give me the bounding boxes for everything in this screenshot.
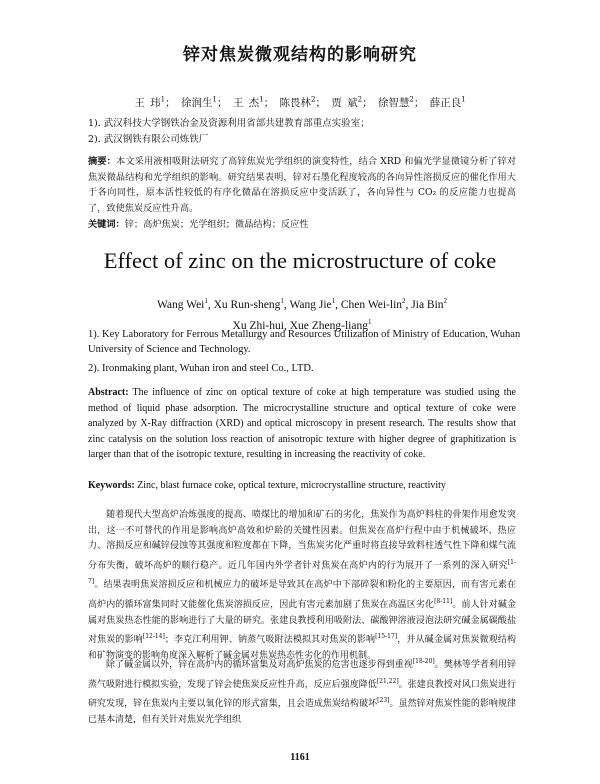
english-affiliation-2: 2). Ironmaking plant, Wuhan iron and steel Co., LTD. [88, 363, 314, 374]
author-name: 陈畏林 [279, 97, 311, 109]
author-name: 王 杰 [232, 97, 260, 109]
citation-marker: [8-11] [434, 597, 453, 605]
chinese-keywords-label: 关键词： [88, 219, 125, 230]
english-abstract-text: The influence of zinc on optical texture of coke at high temperature was studied using the method of liquid phase adsorption. The microcrystalline structure and optical texture of coke were analyzed by X-Ray diffraction (XRD) and optical microscopy in present research. The results show that zinc catalysis on the solution loss reaction of anisotropic texture with higher degree of graphitization is larger than that of the isotropic texture, resulting in increasing the reactivity of coke. [88, 387, 516, 461]
author-affiliation-marker: 1 [204, 297, 208, 305]
chinese-abstract [88, 154, 516, 216]
author-name: Wang Jie [289, 298, 332, 311]
english-abstract [88, 385, 516, 463]
chinese-author-list: 王 玮$^1$； 徐润生$^1$； 王 杰$^1$； 陈畏林$^2$； 贾 斌$^2$； 徐智慧$^2$； 薛正良$^1$ [134, 95, 466, 109]
author-name: Xu Zhi-hui [232, 319, 284, 332]
body-text-run: 。结果表明焦炭溶损反应和机械应力的破坏是导致其在高炉中下部碎裂和粉化的主要原因，而有害元素在高炉内的循环富集同时又能催化焦炭溶损反应，因此有害元素加剧了焦炭在高温区劣化 [88, 580, 516, 610]
english-title: Effect of zinc on the microstructure of coke [103, 248, 497, 273]
english-authors-line-1: Wang Wei$^1$, Xu Run-sheng$^1$, Wang Jie$^1$, Chen Wei-lin$^2$, Jia Bin$^2$ [156, 297, 448, 311]
author-affiliation-marker: 1 [259, 95, 264, 104]
body-text-run: 。樊林等学者利用锌蒸气吸附进行模拟实验，发现了锌会使焦炭反应性升高，反应后强度降低 [88, 660, 516, 690]
english-affiliation-1: 1). Key Laboratory for Ferrous Metallurgy and Resources Utilization of Ministry of Education, Wuhan University of Science and Technology. [88, 329, 521, 355]
english-keywords [88, 480, 528, 491]
author-affiliation-marker: 1 [212, 95, 217, 104]
author-name: 徐润生 [180, 97, 213, 109]
body-text-run: ，并从碱金属对焦炭微观结构和矿物演变的影响角度深入解析了碱金属对焦炭热态性劣化的作用机制。 [88, 635, 516, 661]
body-text-run: 。前人针对碱金属对焦炭热态性能的影响进行了大量的研究。张建良教授利用吸附法、碳酸钾溶液浸泡法研究碱金属碳酸盐对焦炭的影响 [88, 599, 516, 646]
chinese-abstract-label: 摘要： [88, 156, 116, 167]
author-affiliation-marker: 2 [310, 95, 316, 104]
author-name: Jia Bin [411, 298, 444, 311]
chinese-keywords [88, 216, 516, 230]
citation-marker: [23] [377, 697, 390, 705]
author-affiliation-marker: 1 [367, 317, 372, 326]
english-keywords-label: Keywords: [88, 480, 135, 491]
citation-marker: [15-17] [375, 633, 398, 641]
author-affiliation-marker: 1 [280, 297, 284, 305]
citation-marker: [12-14] [142, 633, 165, 641]
chinese-affiliation-1: 1). 武汉科技大学钢铁冶金及资源利用省部共建教育部重点实验室； [88, 118, 370, 129]
author-name: 徐智慧 [377, 97, 410, 109]
author-name: Xu Run-sheng [213, 298, 281, 311]
author-name: 贾 斌 [331, 97, 358, 109]
author-name: 薛正良 [429, 97, 462, 109]
chinese-abstract-text: 本文采用液相吸附法研究了高锌焦炭光学组织的演变特性，结合 XRD 和偏光学显微镜分析了锌对焦炭微晶结构和光学组织的影响。研究结果表明，锌对石墨化程度较高的各向异性溶损反应的催化作用大于各向同性，原本活性较低的有序化微晶在溶损反应中变活跃了，各向异性与 CO₂ 的反应能力也提高了，致使焦炭反应性升高。 [88, 156, 517, 214]
body-text-run: 除了碱金属以外，锌在高炉内的循环富集及对高炉焦炭的危害也逐步得到重视 [106, 660, 413, 670]
body-text-run: 随着现代大型高炉冶炼强度的提高、喷煤比的增加和矿石的劣化，焦炭作为高炉料柱的骨架作用愈发突出，这一不可替代的作用是影响高炉高效和炉龄的关键性因素。但焦炭在高炉行程中由于机械破坏、热应力、溶损反应和碱锌侵蚀等其强度和粒度都在下降，当焦炭劣化严重时将直接导致料柱透气性下降和煤气流分布失衡，破坏高炉的顺行稳产。近几年国内外学者针对焦炭在高炉内的行为展开了一系列的深入研究 [88, 510, 516, 571]
author-affiliation-marker: 1 [461, 95, 466, 104]
body-text-run: 。虽然锌对焦炭性能的影响规律已基本清楚，但有关针对焦炭光学组织 [88, 699, 516, 725]
body-text-run: 。张建良教授对风口焦炭进行研究发现，锌在焦炭内主要以氧化锌的形式富集，且会造成焦炭结构破坏 [88, 679, 516, 710]
page-number: 1161 [290, 752, 310, 763]
body-paragraph-1 [88, 508, 516, 664]
english-keywords-text: Zinc, blast furnace coke, optical texture, microcrystalline structure, reactivity [134, 480, 446, 491]
body-text-run: ；李克江利用钾、钠蒸气吸附法模拟其对焦炭的影响 [164, 635, 376, 646]
english-abstract-label: Abstract: [88, 387, 129, 398]
citation-marker: [1-7] [88, 558, 516, 586]
english-authors-line-2: Xu Zhi-hui, Xue Zheng-liang$^1$ [232, 317, 372, 332]
author-affiliation-marker: 2 [409, 95, 414, 104]
citation-marker: [18-20] [412, 658, 435, 665]
author-affiliation-marker: 2 [443, 297, 448, 305]
body-paragraph-2 [88, 654, 516, 728]
author-affiliation-marker: 1 [331, 297, 336, 305]
author-name: Chen Wei-lin [340, 298, 403, 311]
author-name: Wang Wei [156, 298, 205, 311]
chinese-affiliation-2: 2). 武汉钢铁有限公司炼铁厂 [88, 134, 209, 145]
author-affiliation-marker: 2 [357, 95, 363, 104]
chinese-keywords-text: 锌；高炉焦炭；光学组织；微晶结构；反应性 [124, 219, 309, 230]
author-name: 王 玮 [134, 97, 161, 109]
citation-marker: [21,22] [376, 677, 399, 685]
author-name: Xue Zheng-liang [289, 319, 368, 332]
author-affiliation-marker: 1 [160, 95, 166, 104]
author-affiliation-marker: 2 [402, 297, 406, 305]
chinese-title: 锌对焦炭微观结构的影响研究 [183, 45, 417, 65]
